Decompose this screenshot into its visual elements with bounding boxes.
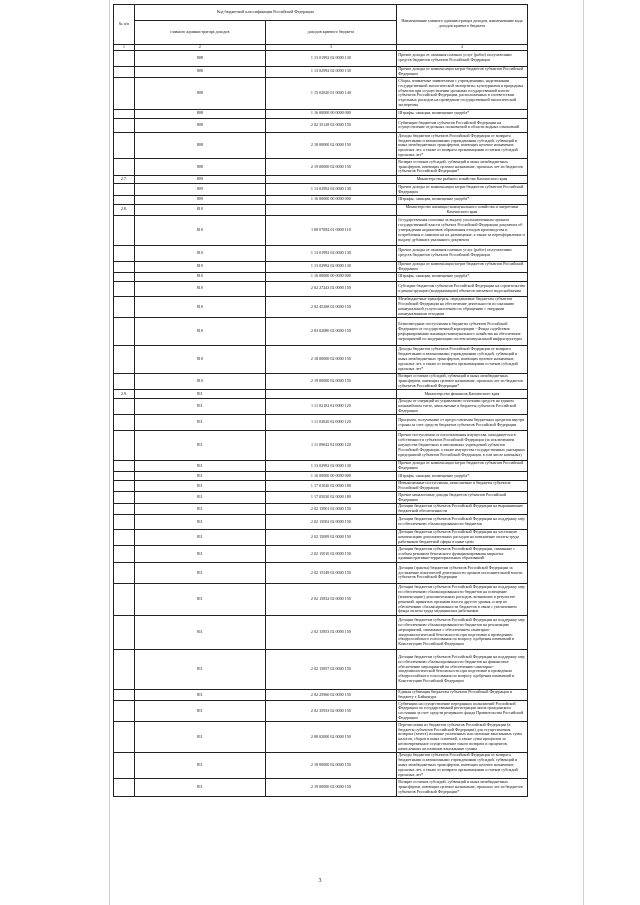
row-number-cell <box>114 66 135 77</box>
revenue-name-cell: Дотации (гранты) бюджетам субъектов Российской Федерации за достижение показателей деятельности органов исполнительной власти субъектов Российской Федерации <box>396 562 527 584</box>
revenue-code-cell: 1 16 00000 00 0000 000 <box>265 109 396 118</box>
revenue-name-cell: Дотации бюджетам субъектов Российской Федерации на поддержку мер по обеспечению сбалансированности бюджетов на финансовое обеспечение мероприятий по обеспечению санитарно-эпидемиологической безопасности при подготовке и проведении общероссийского голосования по вопросу одобрения изменений в Конституцию Российской Федерации <box>396 649 527 689</box>
table-row <box>114 503 528 514</box>
admin-code-cell: 811 <box>134 503 265 514</box>
revenue-code-cell <box>265 390 396 399</box>
admin-code-cell: 808 <box>134 133 265 159</box>
table-row <box>114 649 528 689</box>
revenue-name-cell: Государственная пошлина за выдачу уполномоченным органом государственной власти субъекта Российской Федерации документа об утверждении нормативов образования отходов производства и потребления и лимитов на их размещение, а также за переоформление и выдачу дубликата указанного документа <box>396 216 527 246</box>
revenue-code-cell: 2 02 15009 02 0000 150 <box>265 530 396 546</box>
admin-code-cell: 811 <box>134 689 265 700</box>
row-number-cell <box>114 562 135 584</box>
col-number: 4 <box>396 44 527 50</box>
revenue-code-cell: 1 11 02102 02 0000 120 <box>265 398 396 414</box>
table-row <box>114 492 528 503</box>
revenue-name-cell: Дотации бюджетам субъектов Российской Федерации, связанные с особым режимом безопасного функционирования закрытых административно-территориальных образований <box>396 546 527 562</box>
row-number-cell <box>114 133 135 159</box>
admin-code-cell: 808 <box>134 109 265 118</box>
section-row <box>114 390 528 399</box>
admin-code-cell: 809 <box>134 184 265 195</box>
revenue-code-cell: 2 02 35128 02 0000 150 <box>265 118 396 133</box>
revenue-name-cell: Доходы бюджетов субъектов Российской Федерации от возврата бюджетными и автономными учреждениями субсидий, субвенций и иных межбюджетных трансфертов, имеющих целевое назначение, прошлых лет, а также от возврата организациями остатков субсидий прошлых лет* <box>396 133 527 159</box>
row-number-cell <box>114 281 135 296</box>
revenue-code-cell: 1 16 00000 00 0000 000 <box>265 273 396 282</box>
revenue-code-cell: 2 02 15001 02 0000 150 <box>265 503 396 514</box>
revenue-code-cell: 2 02 27243 02 0000 150 <box>265 281 396 296</box>
revenue-code-cell: 1 11 09042 02 0000 120 <box>265 431 396 461</box>
revenue-name-cell: Штрафы, санкции, возмещение ущерба* <box>396 472 527 481</box>
table-row <box>114 273 528 282</box>
table-row <box>114 318 528 346</box>
page-edge-right <box>583 0 584 905</box>
revenue-code-cell: 1 17 01020 02 0000 180 <box>265 481 396 492</box>
admin-code-cell: 808 <box>134 159 265 175</box>
admin-code-cell: 809 <box>134 195 265 204</box>
row-number-cell <box>114 50 135 66</box>
revenue-code-cell: 1 13 02992 02 0000 130 <box>265 184 396 195</box>
table-row <box>114 195 528 204</box>
col-number: 1 <box>114 44 135 50</box>
revenue-code-cell: 2 02 45268 02 0000 150 <box>265 296 396 318</box>
table-row <box>114 546 528 562</box>
revenue-code-cell: 1 15 02020 01 0000 140 <box>265 78 396 110</box>
table-row <box>114 515 528 530</box>
admin-code-cell: 808 <box>134 66 265 77</box>
row-number-cell <box>114 492 135 503</box>
admin-code-cell: 811 <box>134 481 265 492</box>
revenue-code-cell: 2 02 15010 02 0000 150 <box>265 546 396 562</box>
admin-code-cell: 811 <box>134 649 265 689</box>
table-row <box>114 481 528 492</box>
header-name: Наименование главного администратора доходов, наименование кода доходов краевого бюджета <box>396 5 527 45</box>
row-number-cell <box>114 689 135 700</box>
row-number-cell <box>114 296 135 318</box>
revenue-name-cell: Прочие доходы от компенсации затрат бюджетов субъектов Российской Федерации <box>396 184 527 195</box>
admin-code-cell: 811 <box>134 778 265 796</box>
revenue-name-cell: Субвенции бюджетам субъектов Российской Федерации на осуществление отдельных полномочий в области водных отношений <box>396 118 527 133</box>
row-number-cell: 2.8. <box>114 204 135 215</box>
admin-code-cell: 810 <box>134 216 265 246</box>
revenue-name-cell: Дотации бюджетам субъектов Российской Федерации на поддержку мер по обеспечению сбалансированности бюджетов на реализацию мероприятий, связанных с обеспечением санитарно-эпидемиологической безопасности при подготовке к проведению общероссийского голосования по вопросу одобрения изменений в Конституцию Российской Федерации <box>396 616 527 650</box>
table-row <box>114 346 528 374</box>
table-row <box>114 562 528 584</box>
table-row <box>114 431 528 461</box>
table-row <box>114 616 528 650</box>
admin-code-cell: 810 <box>134 273 265 282</box>
revenue-code-cell: 1 16 00000 00 0000 000 <box>265 472 396 481</box>
revenue-code-cell: 1 11 03020 02 0000 120 <box>265 415 396 431</box>
row-number-cell <box>114 584 135 616</box>
table-row <box>114 261 528 272</box>
admin-code-cell: 810 <box>134 296 265 318</box>
row-number-cell <box>114 472 135 481</box>
revenue-code-cell: 1 08 07082 01 0000 110 <box>265 216 396 246</box>
revenue-name-cell: Прочие поступления от использования имущества, находящегося в собственности субъектов Российской Федерации (за исключением имущества бюджетных и автономных учреждений субъектов Российской Федерации, а также имущества государственных унитарных предприятий субъектов Российской Федерации, в том числе казенных) <box>396 431 527 461</box>
row-number-cell <box>114 261 135 272</box>
revenue-code-cell: 2 18 00000 02 0000 150 <box>265 346 396 374</box>
admin-code-cell: 810 <box>134 281 265 296</box>
admin-code-cell: 808 <box>134 50 265 66</box>
table-row <box>114 245 528 261</box>
table-row <box>114 778 528 796</box>
revenue-name-cell: Прочие доходы от оказания платных услуг (работ) получателями средств бюджетов субъектов Российской Федерации <box>396 245 527 261</box>
row-number-cell <box>114 346 135 374</box>
revenue-code-cell: 1 13 01992 02 0000 130 <box>265 50 396 66</box>
table-row <box>114 66 528 77</box>
admin-code-cell: 809 <box>134 175 265 184</box>
row-number-cell <box>114 398 135 414</box>
table-row <box>114 398 528 414</box>
admin-code-cell: 811 <box>134 701 265 722</box>
table-row <box>114 584 528 616</box>
row-number-cell <box>114 195 135 204</box>
revenue-name-cell: Субсидии бюджетам субъектов Российской Федерации на строительство и реконструкцию (модернизацию) объектов питьевого водоснабжения <box>396 281 527 296</box>
admin-code-cell: 811 <box>134 530 265 546</box>
revenue-name-cell: Дотации бюджетам субъектов Российской Федерации на поддержку мер по обеспечению сбалансированности бюджетов <box>396 515 527 530</box>
revenue-name-cell: Возврат остатков субсидий, субвенций и иных межбюджетных трансфертов, имеющих целевое назначение, прошлых лет из бюджетов субъектов Российской Федерации* <box>396 373 527 389</box>
revenue-name-cell: Доходы бюджетов субъектов Российской Федерации от возврата бюджетными и автономными учреждениями субсидий, субвенций и иных межбюджетных трансфертов, имеющих целевое назначение, прошлых лет, а также от возврата организациями остатков субсидий прошлых лет* <box>396 753 527 779</box>
row-number-cell <box>114 184 135 195</box>
header-admin: главного администратора доходов <box>134 20 265 44</box>
header-budget-code: Код бюджетной классификации Российской Федерации <box>134 5 396 21</box>
table-row <box>114 296 528 318</box>
revenue-code-cell: 1 13 02992 02 0000 130 <box>265 261 396 272</box>
row-number-cell <box>114 515 135 530</box>
revenue-name-cell: Возврат остатков субсидий, субвенций и иных межбюджетных трансфертов, имеющих целевое назначение, прошлых лет из бюджетов субъектов Российской Федерации* <box>396 159 527 175</box>
admin-code-cell: 811 <box>134 431 265 461</box>
table-body <box>114 50 528 796</box>
row-number-cell <box>114 701 135 722</box>
revenue-name-cell: Проценты, полученные от предоставления бюджетных кредитов внутри страны за счет средств бюджетов субъектов Российской Федерации <box>396 415 527 431</box>
table-row <box>114 530 528 546</box>
revenue-name-cell: Межбюджетные трансферты, передаваемые бюджетам субъектов Российской Федерации на обеспечение деятельности по оказанию коммунальной услуги населению по обращению с твердыми коммунальными отходами <box>396 296 527 318</box>
table-row <box>114 460 528 471</box>
admin-code-cell: 811 <box>134 753 265 779</box>
row-number-cell <box>114 722 135 753</box>
admin-code-cell: 808 <box>134 118 265 133</box>
row-number-cell <box>114 318 135 346</box>
row-number-cell <box>114 546 135 562</box>
revenue-code-cell: 2 02 15832 02 0000 150 <box>265 584 396 616</box>
table-row <box>114 701 528 722</box>
row-number-cell: 2.9. <box>114 390 135 399</box>
revenue-code-cell: 2 02 15549 02 0000 150 <box>265 562 396 584</box>
revenue-name-cell: Невыясненные поступления, зачисляемые в бюджеты субъектов Российской Федерации <box>396 481 527 492</box>
revenue-code-cell <box>265 175 396 184</box>
table-row <box>114 78 528 110</box>
admin-code-cell: 811 <box>134 415 265 431</box>
table-row <box>114 159 528 175</box>
row-number-cell: 2.7. <box>114 175 135 184</box>
revenue-name-cell: Министерство рыбного хозяйства Камчатского края <box>396 175 527 184</box>
revenue-code-cell: 2 02 25960 02 0000 150 <box>265 689 396 700</box>
revenue-name-cell: Субвенции на осуществление переданных полномочий Российской Федерации по государственной регистрации актов гражданского состояния за счет средств резервного фонда Правительства Российской Федерации <box>396 701 527 722</box>
header-no: № п/п <box>114 5 135 45</box>
revenue-code-cell: 1 13 01992 02 0000 130 <box>265 245 396 261</box>
revenue-name-cell: Прочие доходы от компенсации затрат бюджетов субъектов Российской Федерации <box>396 460 527 471</box>
col-number: 2 <box>134 44 265 50</box>
revenue-name-cell: Министерство финансов Камчатского края <box>396 390 527 399</box>
admin-code-cell: 811 <box>134 616 265 650</box>
revenue-name-cell: Штрафы, санкции, возмещение ущерба* <box>396 109 527 118</box>
revenue-name-cell: Прочие доходы от оказания платных услуг (работ) получателями средств бюджетов субъектов Российской Федерации <box>396 50 527 66</box>
revenue-code-cell: 2 18 00000 02 0000 150 <box>265 753 396 779</box>
revenue-code-cell: 2 02 35933 02 0000 150 <box>265 701 396 722</box>
admin-code-cell: 810 <box>134 245 265 261</box>
admin-code-cell: 811 <box>134 515 265 530</box>
revenue-code-cell: 2 03 02080 02 0000 150 <box>265 318 396 346</box>
admin-code-cell: 811 <box>134 472 265 481</box>
row-number-cell <box>114 649 135 689</box>
revenue-code-cell: 2 02 15002 02 0000 150 <box>265 515 396 530</box>
row-number-cell <box>114 245 135 261</box>
table-row <box>114 281 528 296</box>
revenue-code-cell: 2 02 15853 02 0000 150 <box>265 616 396 650</box>
admin-code-cell: 810 <box>134 204 265 215</box>
row-number-cell <box>114 431 135 461</box>
row-number-cell <box>114 109 135 118</box>
row-number-cell <box>114 216 135 246</box>
col-number: 3 <box>265 44 396 50</box>
admin-code-cell: 811 <box>134 722 265 753</box>
row-number-cell <box>114 503 135 514</box>
row-number-cell <box>114 159 135 175</box>
revenue-name-cell: Сборы, взимаемые заявителями с учреждениями, наделенными государственной экологической экспертизы, культурными и природных объектов при осуществлении органами государственной власти субъектов Российской Федерации, расположенных в соответствии отдельных расходов на проведение государственной экологической экспертизы <box>396 78 527 110</box>
row-number-cell <box>114 273 135 282</box>
revenue-code-cell: 1 16 00000 00 0000 000 <box>265 195 396 204</box>
revenue-name-cell: Прочие неналоговые доходы бюджетов субъектов Российской Федерации <box>396 492 527 503</box>
revenue-name-cell: Дотации бюджетам субъектов Российской Федерации на выравнивание бюджетной обеспеченности <box>396 503 527 514</box>
revenue-name-cell: Доходы от операций по управлению остатками средств на едином казначейском счете, зачисляемые в бюджеты субъектов Российской Федерации <box>396 398 527 414</box>
revenue-codes-table <box>113 4 528 797</box>
revenue-name-cell: Возврат остатков субсидий, субвенций и иных межбюджетных трансфертов, имеющих целевое назначение, прошлых лет из бюджетов субъектов Российской Федерации* <box>396 778 527 796</box>
revenue-code-cell: 1 13 02992 02 0000 130 <box>265 66 396 77</box>
revenue-code-cell: 2 18 00000 02 0000 150 <box>265 133 396 159</box>
table-row <box>114 216 528 246</box>
table-row <box>114 722 528 753</box>
revenue-name-cell: Перечисления из бюджетов субъектов Российской Федерации (в бюджеты субъектов Российской Федерации) для осуществления возврата (зачета) излишне уплаченных или излишне взысканных сумм налогов, сборов и иных платежей, а также сумм процентов за несвоевременное осуществление такого возврата и процентов, начисленных на излишне взысканные суммы <box>396 722 527 753</box>
row-number-cell <box>114 753 135 779</box>
table-row <box>114 689 528 700</box>
row-number-cell <box>114 530 135 546</box>
admin-code-cell: 811 <box>134 398 265 414</box>
section-row <box>114 175 528 184</box>
admin-code-cell: 811 <box>134 390 265 399</box>
table-row <box>114 415 528 431</box>
revenue-name-cell: Доходы бюджетов субъектов Российской Федерации от возврата бюджетными и автономными учреждениями субсидий, субвенций и иных межбюджетных трансфертов, имеющих целевое назначение, прошлых лет, а также от возврата организациями остатков субсидий прошлых лет* <box>396 346 527 374</box>
row-number-cell <box>114 118 135 133</box>
table-row <box>114 184 528 195</box>
row-number-cell <box>114 616 135 650</box>
revenue-name-cell: Единая субвенция бюджетам субъектов Российской Федерации и бюджету г. Байконура <box>396 689 527 700</box>
revenue-code-cell <box>265 204 396 215</box>
revenue-code-cell: 2 02 15857 02 0000 150 <box>265 649 396 689</box>
table-row <box>114 472 528 481</box>
row-number-cell <box>114 481 135 492</box>
table-row <box>114 50 528 66</box>
revenue-name-cell: Штрафы, санкции, возмещение ущерба* <box>396 273 527 282</box>
admin-code-cell: 811 <box>134 460 265 471</box>
table-row <box>114 118 528 133</box>
admin-code-cell: 811 <box>134 492 265 503</box>
revenue-name-cell: Дотации бюджетам субъектов Российской Федерации на поддержку мер по обеспечению сбалансированности бюджетов на освещение (компенсацию) дополнительных расходов, возникших в результате решений, принятых органами власти другого уровня, и мер по обеспечению сбалансированности бюджетов в связи с увеличением фонда оплаты труда медицинских работников <box>396 584 527 616</box>
revenue-code-cell: 2 08 02000 02 0000 150 <box>265 722 396 753</box>
row-number-cell <box>114 460 135 471</box>
admin-code-cell: 810 <box>134 373 265 389</box>
row-number-cell <box>114 778 135 796</box>
revenue-name-cell: Прочие доходы от компенсации затрат бюджетов субъектов Российской Федерации <box>396 261 527 272</box>
admin-code-cell: 810 <box>134 261 265 272</box>
table-row <box>114 753 528 779</box>
table-row <box>114 373 528 389</box>
row-number-cell <box>114 415 135 431</box>
revenue-code-cell: 2 19 00000 02 0000 150 <box>265 778 396 796</box>
row-number-cell <box>114 373 135 389</box>
revenue-code-cell: 1 13 02992 02 0000 130 <box>265 460 396 471</box>
admin-code-cell: 811 <box>134 546 265 562</box>
revenue-name-cell: Прочие доходы от компенсации затрат бюджетов субъектов Российской Федерации <box>396 66 527 77</box>
revenue-name-cell: Безвозмездные поступления в бюджеты субъектов Российской Федерации от государственной корпорации - Фонда содействия реформированию жилищно-коммунального хозяйства на обеспечение мероприятий по модернизации систем коммунальной инфраструктуры <box>396 318 527 346</box>
page-number: 3 <box>318 878 322 884</box>
section-row <box>114 204 528 215</box>
admin-code-cell: 811 <box>134 562 265 584</box>
admin-code-cell: 810 <box>134 318 265 346</box>
admin-code-cell: 811 <box>134 584 265 616</box>
admin-code-cell: 808 <box>134 78 265 110</box>
table-row <box>114 133 528 159</box>
admin-code-cell: 810 <box>134 346 265 374</box>
row-number-cell <box>114 78 135 110</box>
revenue-name-cell: Министерство жилищно-коммунального хозяйства и энергетики Камчатского края <box>396 204 527 215</box>
revenue-code-cell: 1 17 05020 02 0000 180 <box>265 492 396 503</box>
revenue-name-cell: Штрафы, санкции, возмещение ущерба* <box>396 195 527 204</box>
header-revenue: доходов краевого бюджета <box>265 20 396 44</box>
page-edge-left <box>109 0 110 905</box>
revenue-code-cell: 2 19 00000 02 0000 150 <box>265 159 396 175</box>
revenue-code-cell: 2 19 00000 02 0000 150 <box>265 373 396 389</box>
table-row <box>114 109 528 118</box>
revenue-name-cell: Дотации бюджетам субъектов Российской Федерации на частичную компенсацию дополнительных расходов на повышение оплаты труда работников бюджетной сферы и иные цели <box>396 530 527 546</box>
